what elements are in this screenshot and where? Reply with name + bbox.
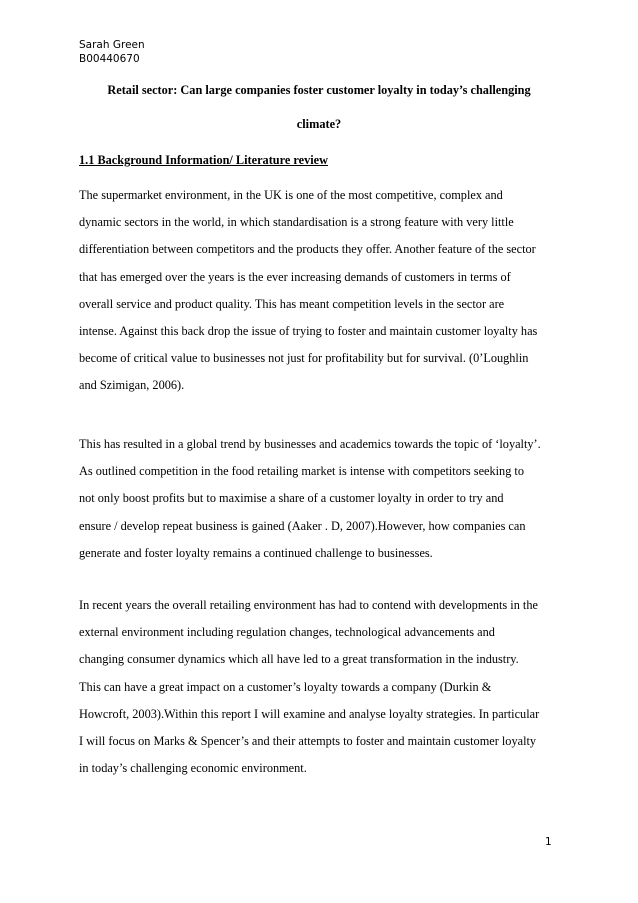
paragraph-line: not only boost profits but to maximise a share of a customer loyalty in order to try and: [79, 491, 504, 506]
paragraph-line: become of critical value to businesses not just for profitability but for survival. (0’Loughlin: [79, 351, 529, 366]
paragraph-line: differentiation between competitors and the products they offer. Another feature of the sector: [79, 242, 536, 257]
paragraph-line: As outlined competition in the food retailing market is intense with competitors seeking to: [79, 464, 524, 479]
paragraph-1: [79, 182, 579, 400]
paragraph-line: and Szimigan, 2006).: [79, 378, 185, 393]
title-line-2: climate?: [296, 117, 342, 131]
paragraph-line: The supermarket environment, in the UK is one of the most competitive, complex and: [79, 188, 503, 202]
page-header: [79, 38, 145, 66]
paragraph-line: overall service and product quality. This has meant competition levels in the sector are: [79, 296, 505, 311]
paragraph-line: external environment including regulation changes, technological advancements and: [79, 625, 495, 640]
paragraph-line: ensure / develop repeat business is gained (Aaker . D, 2007).However, how companies can: [79, 518, 526, 533]
title-line-1: Retail sector: Can large companies foster customer loyalty in today’s challenging: [107, 83, 531, 97]
page-number: 1: [545, 836, 552, 848]
paragraph-line: I will focus on Marks & Spencer’s and their attempts to foster and maintain customer loyalty: [79, 734, 537, 749]
paragraph-line: generate and foster loyalty remains a continued challenge to businesses.: [79, 545, 433, 560]
paragraph-line: Howcroft, 2003).Within this report I will examine and analyse loyalty strategies. In particular: [79, 706, 540, 721]
paragraph-line: This can have a great impact on a customer’s loyalty towards a company (Durkin &: [79, 679, 492, 694]
paragraph-line: intense. Against this back drop the issue of trying to foster and maintain customer loyalty has: [79, 324, 538, 339]
paragraph-line: changing consumer dynamics which all have led to a great transformation in the industry.: [79, 652, 519, 667]
author-name: Sarah Green: [79, 39, 145, 51]
paragraph-3: [79, 592, 579, 782]
paragraph-line: that has emerged over the years is the ever increasing demands of customers in terms of: [79, 269, 511, 284]
paragraph-line: in today’s challenging economic environment.: [79, 761, 307, 776]
student-id: B00440670: [79, 53, 140, 65]
paragraph-line: In recent years the overall retailing environment has had to contend with developments in the: [79, 598, 538, 612]
paragraph-line: This has resulted in a global trend by businesses and academics towards the topic of ‘loyalty’.: [79, 437, 541, 451]
section-heading: 1.1 Background Information/ Literature review: [79, 153, 328, 167]
paragraph-line: dynamic sectors in the world, in which standardisation is a strong feature with very little: [79, 215, 514, 230]
paragraph-2: [79, 431, 579, 567]
